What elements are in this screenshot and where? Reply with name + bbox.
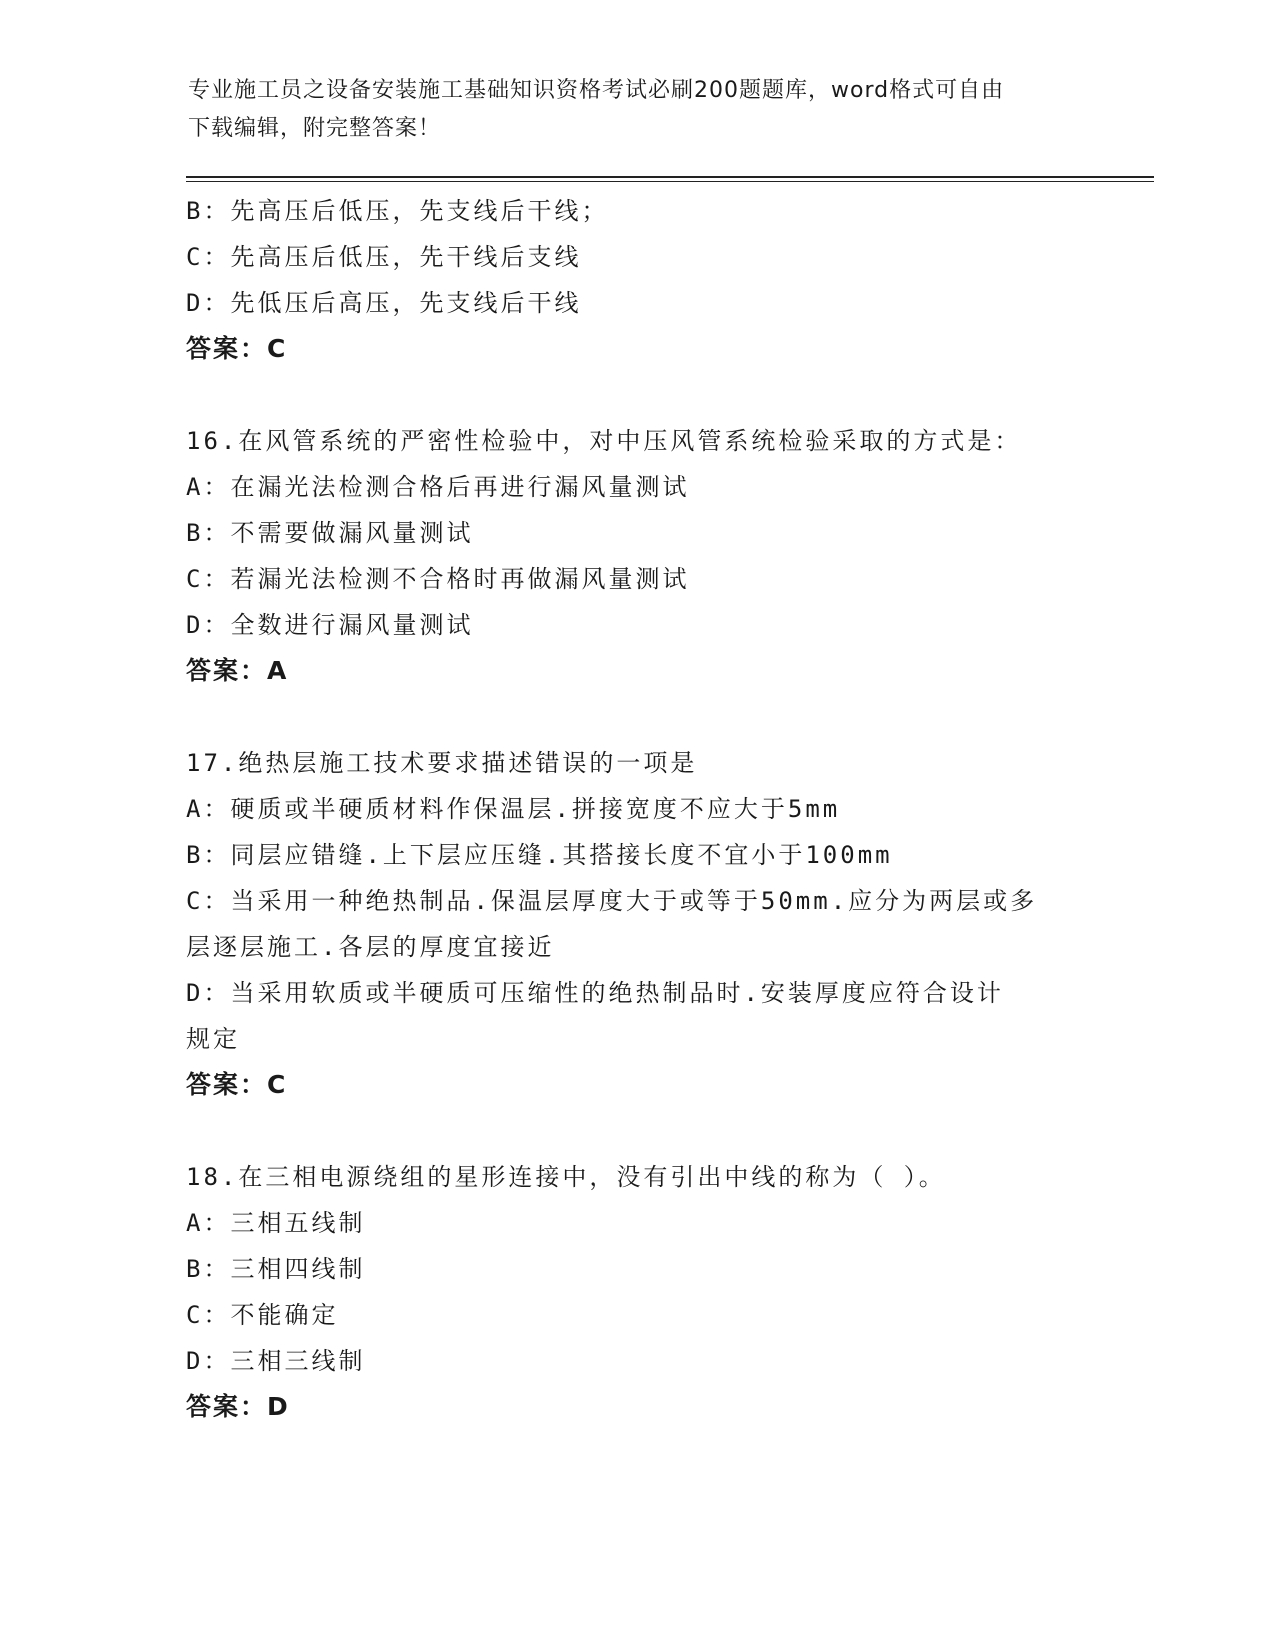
answer: 答案：C xyxy=(186,1070,288,1099)
option-d: D：全数进行漏风量测试 xyxy=(186,611,474,639)
option-d-continued: 规定 xyxy=(186,1025,240,1053)
question-block-prev xyxy=(186,188,1086,372)
option-d: D：先低压后高压，先支线后干线 xyxy=(186,289,582,317)
option-b: B：不需要做漏风量测试 xyxy=(186,519,474,547)
answer: 答案：C xyxy=(186,334,288,363)
option-a: A：在漏光法检测合格后再进行漏风量测试 xyxy=(186,473,690,501)
question-block-18 xyxy=(186,1154,1086,1430)
option-a: A：硬质或半硬质材料作保温层.拼接宽度不应大于5mm xyxy=(186,795,841,823)
question-text: 18.在三相电源绕组的星形连接中，没有引出中线的称为（ ）。 xyxy=(186,1163,946,1191)
question-list xyxy=(186,188,1086,1430)
question-text: 17.绝热层施工技术要求描述错误的一项是 xyxy=(186,749,698,777)
option-d: D：当采用软质或半硬质可压缩性的绝热制品时.安装厚度应符合设计 xyxy=(186,979,1004,1007)
option-d: D：三相三线制 xyxy=(186,1347,366,1375)
option-c: C：先高压后低压，先干线后支线 xyxy=(186,243,582,271)
option-c-continued: 层逐层施工.各层的厚度宜接近 xyxy=(186,933,555,961)
header-line-2: 下载编辑，附完整答案！ xyxy=(188,116,442,141)
option-c: C：当采用一种绝热制品.保温层厚度大于或等于50mm.应分为两层或多 xyxy=(186,887,1038,915)
question-block-16 xyxy=(186,418,1086,694)
option-b: B：同层应错缝.上下层应压缝.其搭接长度不宜小于100mm xyxy=(186,841,893,869)
answer: 答案：D xyxy=(186,1392,290,1421)
option-c: C：不能确定 xyxy=(186,1301,339,1329)
option-b: B：先高压后低压，先支线后干线； xyxy=(186,197,609,225)
option-a: A：三相五线制 xyxy=(186,1209,366,1237)
header-divider xyxy=(186,176,1154,182)
option-c: C：若漏光法检测不合格时再做漏风量测试 xyxy=(186,565,690,593)
document-header xyxy=(188,72,1088,148)
question-block-17 xyxy=(186,740,1086,1108)
question-text: 16.在风管系统的严密性检验中，对中压风管系统检验采取的方式是： xyxy=(186,427,1022,455)
answer: 答案：A xyxy=(186,656,289,685)
option-b: B：三相四线制 xyxy=(186,1255,366,1283)
header-line-1: 专业施工员之设备安装施工基础知识资格考试必刷200题题库，word格式可自由 xyxy=(188,78,1005,103)
